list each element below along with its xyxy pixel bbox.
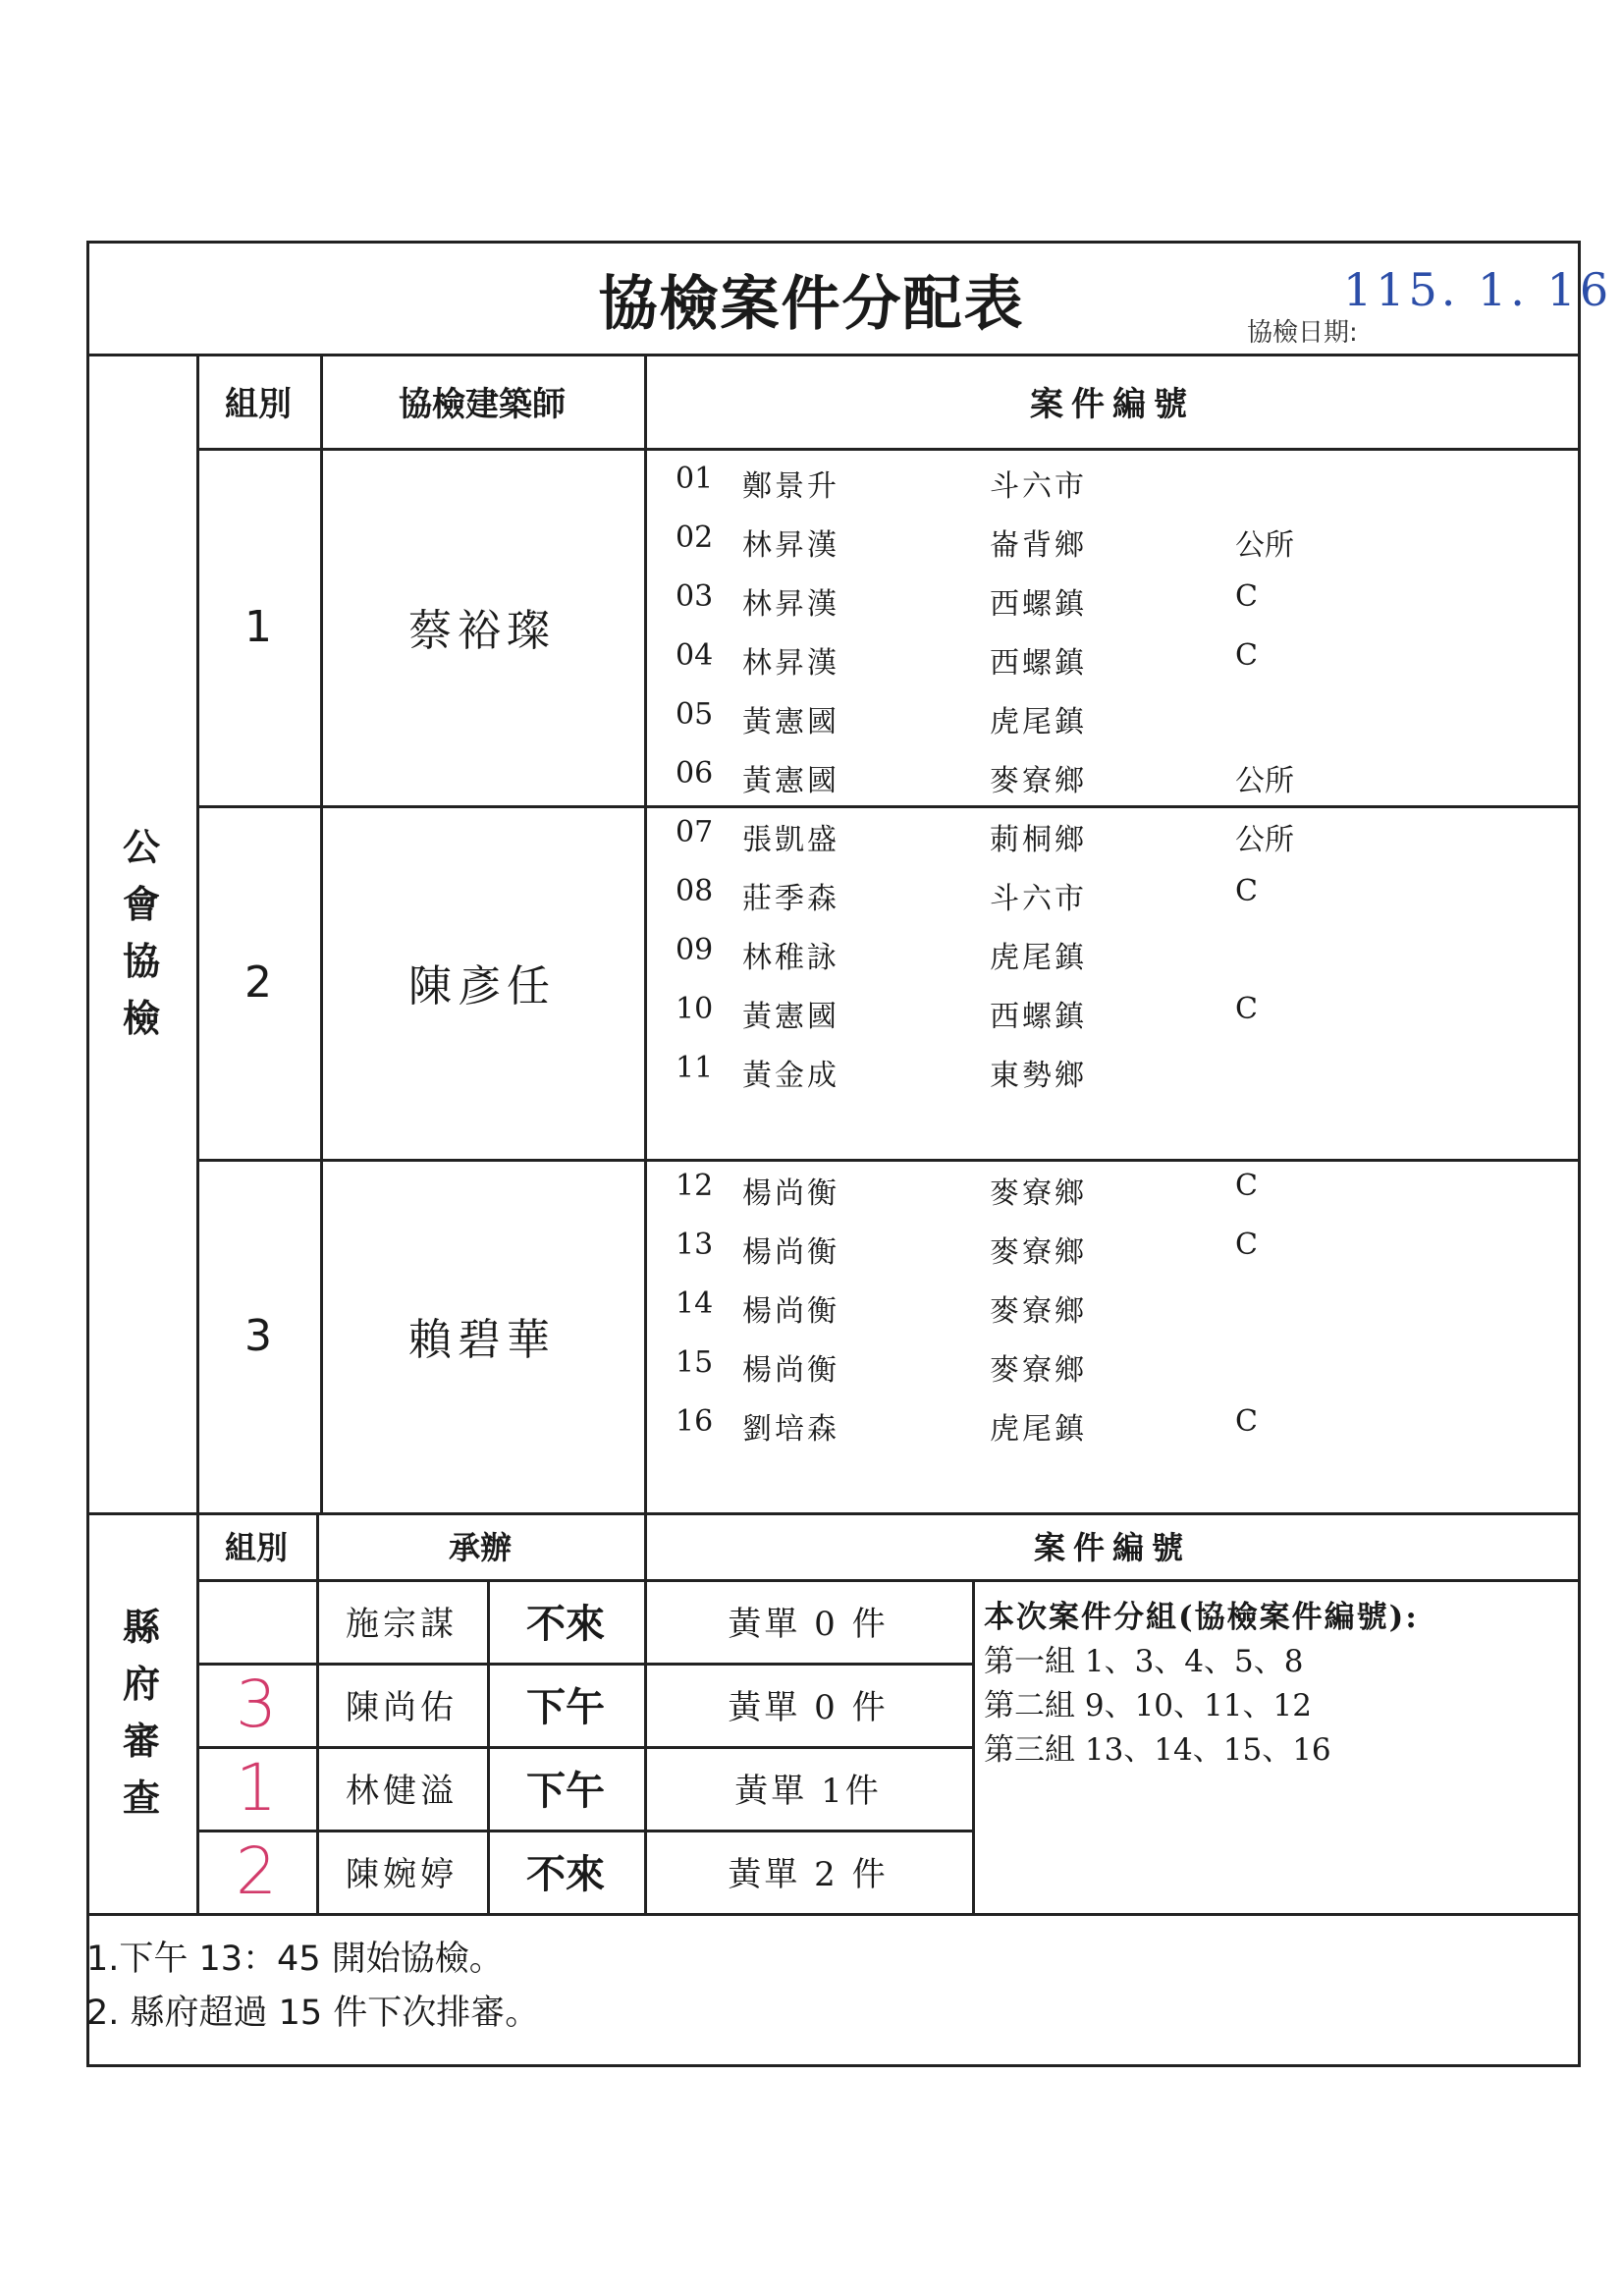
case-row: 06 黃憲國 麥寮鄉 公所	[676, 756, 1294, 798]
summary-line: 第三組 13、14、15、16	[984, 1732, 1331, 1768]
handler-status: 下午	[526, 1769, 605, 1814]
guild-header-group: 組別	[225, 384, 292, 424]
guild-header-cases: 案件編號	[1030, 384, 1195, 424]
case-row: 09 林稚詠 虎尾鎮	[676, 933, 1087, 975]
yellow-slip-count: 黃單 1件	[734, 1772, 882, 1811]
group-mark	[196, 1579, 316, 1663]
case-row: 05 黃憲國 虎尾鎮	[676, 697, 1087, 739]
date-label: 協檢日期:	[1247, 318, 1358, 348]
case-row: 11 黃金成 東勢鄉	[676, 1051, 1087, 1093]
group-architect: 陳彥任	[408, 961, 556, 1011]
guild-section-label: 公會協檢	[122, 826, 160, 1040]
handler-name: 施宗謀	[346, 1605, 458, 1644]
yellow-slip-count: 黃單 0 件	[728, 1605, 889, 1644]
group-number: 1	[244, 601, 272, 652]
page-title: 協檢案件分配表	[598, 270, 1025, 339]
case-row: 02 林昇漢 崙背鄉 公所	[676, 520, 1294, 563]
summary-heading: 本次案件分組(協檢案件編號):	[984, 1600, 1419, 1635]
case-row: 10 黃憲國 西螺鎮 C	[676, 992, 1258, 1034]
case-row: 14 楊尚衡 麥寮鄉	[676, 1286, 1087, 1329]
group-mark: 2	[236, 1833, 277, 1909]
county-header-group: 組別	[224, 1529, 288, 1566]
yellow-slip-count: 黃單 0 件	[728, 1688, 889, 1727]
footnotes	[86, 1933, 539, 2041]
case-row: 07 張凱盛 莿桐鄉 公所	[676, 815, 1294, 857]
handler-name: 陳婉婷	[346, 1855, 458, 1894]
group-architect: 賴碧華	[408, 1315, 556, 1365]
group-architect: 蔡裕璨	[408, 606, 556, 656]
case-row: 15 楊尚衡 麥寮鄉	[676, 1345, 1087, 1388]
case-row: 13 楊尚衡 麥寮鄉 C	[676, 1228, 1258, 1270]
case-row: 12 楊尚衡 麥寮鄉 C	[676, 1169, 1258, 1211]
group-number: 2	[244, 957, 272, 1008]
handler-name: 陳尚佑	[346, 1688, 458, 1727]
case-row: 16 劉培森 虎尾鎮 C	[676, 1404, 1258, 1447]
handler-status: 下午	[526, 1685, 605, 1730]
case-group-summary	[984, 1596, 1553, 1773]
yellow-slip-count: 黃單 2 件	[728, 1855, 889, 1894]
note-line: 2. 縣府超過 15 件下次排審。	[86, 1994, 540, 2033]
summary-line: 第一組 1、3、4、5、8	[984, 1644, 1304, 1679]
county-section-label: 縣府審查	[122, 1606, 160, 1820]
handler-status: 不來	[526, 1602, 605, 1647]
county-header-cases: 案件編號	[1033, 1529, 1191, 1566]
case-row: 04 林昇漢 西螺鎮 C	[676, 638, 1258, 681]
handler-name: 林健溢	[346, 1772, 458, 1811]
case-row: 03 林昇漢 西螺鎮 C	[676, 579, 1258, 622]
case-row: 08 莊季森 斗六市 C	[676, 874, 1258, 916]
note-line: 1.下午 13：45 開始協檢。	[86, 1940, 504, 1979]
case-row: 01 鄭景升 斗六市	[676, 462, 1087, 504]
group-mark: 3	[236, 1667, 277, 1742]
county-header-handler: 承辦	[448, 1529, 512, 1566]
date-handwritten: 115. 1. 16	[1343, 263, 1613, 316]
handler-status: 不來	[526, 1852, 605, 1897]
group-number: 3	[244, 1310, 272, 1361]
summary-line: 第二組 9、10、11、12	[984, 1688, 1312, 1723]
guild-header-architect: 協檢建築師	[399, 384, 566, 424]
group-mark: 1	[236, 1750, 277, 1826]
